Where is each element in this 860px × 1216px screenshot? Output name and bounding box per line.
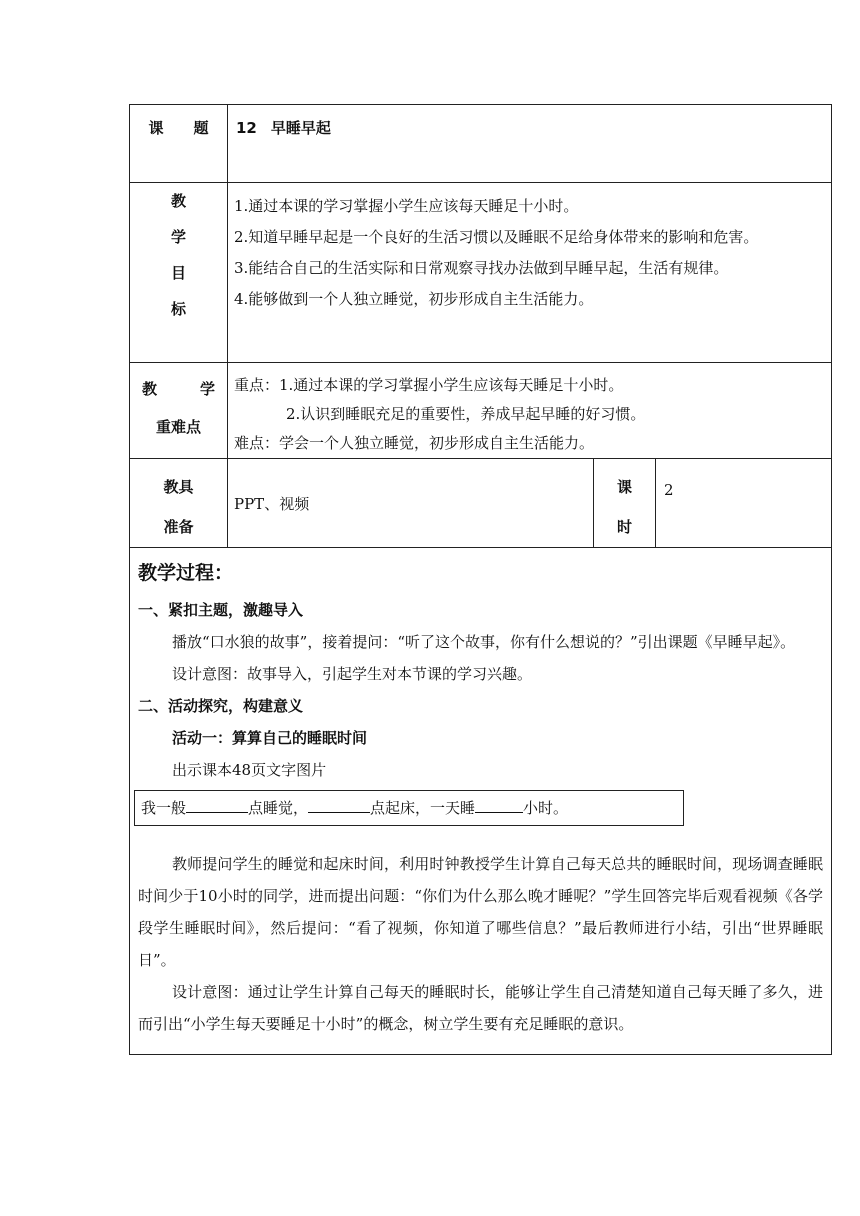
tools-label-a: 教具 [163,478,194,496]
objective-item-3: 3.能结合自己的生活实际和日常观察寻找办法做到早睡早起，生活有规律。 [234,259,729,277]
title-row [130,105,832,183]
process-row [130,548,832,1055]
key-points-label-a: 教 [142,380,158,398]
fill-part-2: 点睡觉， [248,799,309,817]
blank-sleep-time [186,794,248,813]
fill-part-3: 点起床，一天睡 [370,799,476,817]
section-2-paragraph-1: 教师提问学生的睡觉和起床时间，利用时钟教授学生计算自己每天总共的睡眠时间，现场调查睡眠时间少于10小时的同学，进而提出问题：“你们为什么那么晚才睡呢？”学生回答完毕后观看视频《各学段学生睡眠时间》，然后提问：“看了视频，你知道了哪些信息？”最后教师进行小结，引出“世界睡眠日”。 [138,855,824,969]
objectives-label-char-2: 学 [170,228,186,246]
section-1-heading: 一、紧扣主题，激趣导入 [138,601,304,619]
process-cell [130,548,832,1055]
fill-part-4: 小时。 [523,799,569,817]
objectives-label-cell [130,183,228,363]
objective-item-1: 1.通过本课的学习掌握小学生应该每天睡足十小时。 [234,197,579,215]
tools-label-b: 准备 [163,518,194,536]
blank-wake-time [308,794,370,813]
key-points-label-cell [130,363,228,459]
section-1-paragraph-1: 播放“口水狼的故事”，接着提问：“听了这个故事，你有什么想说的？”引出课题《早睡早起》。 [172,633,796,651]
title-label-a: 课 [148,119,164,137]
objective-item-4: 4.能够做到一个人独立睡觉，初步形成自主生活能力。 [234,290,594,308]
hours-label-a: 课 [616,478,632,496]
hours-label-cell [594,459,656,548]
spacer [138,826,823,848]
activity-1-line: 出示课本48页文字图片 [172,761,327,779]
fill-part-1: 我一般 [141,799,187,817]
difficulty-line: 难点：学会一个人独立睡觉，初步形成自主生活能力。 [234,434,595,452]
title-label-cell [130,105,228,183]
objectives-label-char-3: 目 [170,264,186,282]
blank-sleep-hours [475,794,523,813]
objective-item-2: 2.知道早睡早起是一个良好的生活习惯以及睡眠不足给身体带来的影响和危害。 [234,228,759,246]
key-points-label-c: 重难点 [155,418,201,436]
tools-value-cell [228,459,594,548]
lesson-number: 12 [236,119,257,137]
hours-value: 2 [664,481,674,499]
activity-1-heading: 活动一：算算自己的睡眠时间 [172,729,368,747]
title-label-b: 题 [193,119,209,137]
section-2-paragraph-2: 设计意图：通过让学生计算自己每天的睡眠时长，能够让学生自己清楚知道自己每天睡了多久，进而引出“小学生每天要睡足十小时”的概念，树立学生要有充足睡眠的意识。 [138,983,824,1033]
objectives-label-char-4: 标 [170,300,186,318]
key-point-line-2: 2.认识到睡眠充足的重要性，养成早起早睡的好习惯。 [286,405,646,423]
tools-row [130,459,832,548]
tools-label-cell [130,459,228,548]
process-heading: 教学过程： [138,562,234,584]
section-2-heading: 二、活动探究，构建意义 [138,697,304,715]
key-points-label-b: 学 [199,380,215,398]
hours-value-cell [656,459,832,548]
key-points-row [130,363,832,459]
lesson-plan-table [129,104,832,1055]
objectives-row [130,183,832,363]
objectives-label-char-1: 教 [170,192,186,210]
lesson-title-cell [228,105,832,183]
section-1-paragraph-2: 设计意图：故事导入，引起学生对本节课的学习兴趣。 [172,665,533,683]
key-points-content-cell [228,363,832,459]
fill-in-sentence-box [134,790,684,826]
objectives-content-cell [228,183,832,363]
lesson-title: 早睡早起 [270,119,331,137]
tools-value: PPT、视频 [234,494,310,513]
hours-label-b: 时 [616,518,632,536]
key-point-line-1: 重点：1.通过本课的学习掌握小学生应该每天睡足十小时。 [234,376,624,394]
